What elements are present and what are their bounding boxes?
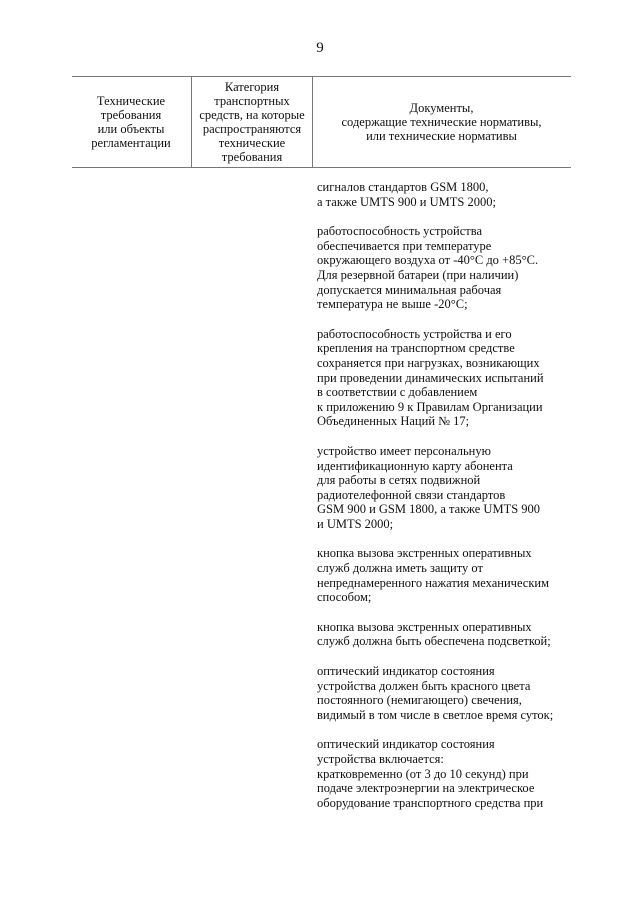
text-line: допускается минимальная рабочая	[317, 282, 502, 297]
paragraph	[317, 224, 577, 312]
text-line: а также UMTS 900 и UMTS 2000;	[317, 194, 496, 209]
paragraph	[317, 664, 577, 722]
text-line: сигналов стандартов GSM 1800,	[317, 180, 489, 194]
paragraph	[317, 546, 577, 604]
paragraph	[317, 620, 577, 649]
text-line: оптический индикатор состояния	[317, 664, 495, 679]
text-line: непреднамеренного нажатия механическим	[317, 575, 550, 590]
text-line: устройства включается:	[317, 752, 444, 766]
paragraph	[317, 180, 577, 209]
text-line: идентификационную карту абонента	[317, 458, 513, 473]
text-line: постоянного (немигающего) свечения,	[317, 693, 522, 708]
text-line: крепления на транспортном средстве	[317, 341, 515, 356]
text-line: кратковременно (от 3 до 10 секунд) при	[317, 766, 529, 781]
text-line: при проведении динамических испытаний	[317, 370, 544, 385]
header-column-documents	[312, 77, 571, 167]
header-line: требования	[221, 150, 283, 164]
header-line: средств, на которые	[199, 108, 305, 122]
text-line: работоспособность устройства	[317, 224, 483, 239]
text-line: работоспособность устройства и его	[317, 326, 512, 341]
text-line: кнопка вызова экстренных оперативных	[317, 619, 532, 634]
header-line: или технические нормативы	[366, 129, 517, 143]
paragraph	[317, 327, 577, 429]
text-line: и UMTS 2000;	[317, 516, 394, 531]
table-header	[72, 76, 571, 168]
text-line: GSM 900 и GSM 1800, а также UMTS 900	[317, 502, 541, 517]
header-line: содержащие технические нормативы,	[341, 115, 542, 129]
text-line: температура не выше -20°С;	[317, 297, 468, 312]
header-line: Технические	[96, 94, 166, 108]
text-line: обеспечивается при температуре	[317, 238, 492, 253]
header-line: технические	[218, 136, 286, 150]
text-line: служб должна быть обеспечена подсветкой;	[317, 634, 551, 649]
requirements-text	[317, 180, 577, 825]
text-line: подаче электроэнергии на электрическое	[317, 781, 535, 796]
paragraph	[317, 444, 577, 532]
text-line: к приложению 9 к Правилам Организации	[317, 399, 543, 414]
text-line: видимый в том числе в светлое время суток;	[317, 707, 554, 722]
header-line: транспортных	[214, 94, 290, 108]
text-line: для работы в сетях подвижной	[317, 473, 481, 488]
text-line: в соответствии с добавлением	[317, 385, 478, 400]
text-line: окружающего воздуха от -40°С до +85°С.	[317, 253, 539, 268]
header-line: или объекты	[97, 122, 165, 136]
header-line: распространяются	[202, 122, 302, 136]
header-column-vehicle-category	[191, 77, 313, 167]
paragraph	[317, 737, 577, 810]
text-line: Для резервной батареи (при наличии)	[317, 267, 519, 282]
page-number: 9	[316, 40, 324, 56]
header-column-requirements	[72, 77, 190, 167]
text-line: кнопка вызова экстренных оперативных	[317, 546, 532, 561]
header-line: Категория	[224, 80, 280, 94]
text-line: устройство имеет персональную	[317, 443, 491, 458]
header-line: Документы,	[409, 101, 474, 115]
text-line: способом;	[317, 590, 372, 605]
text-line: Объединенных Наций № 17;	[317, 414, 470, 429]
header-line: регламентации	[91, 136, 171, 150]
text-line: сохраняется при нагрузках, возникающих	[317, 355, 540, 370]
text-line: оборудование транспортного средства при	[317, 795, 544, 810]
header-line: требования	[100, 108, 162, 122]
text-line: радиотелефонной связи стандартов	[317, 487, 506, 502]
text-line: служб должна иметь защиту от	[317, 561, 483, 576]
text-line: устройства должен быть красного цвета	[317, 678, 531, 693]
text-line: оптический индикатор состояния	[317, 737, 495, 752]
